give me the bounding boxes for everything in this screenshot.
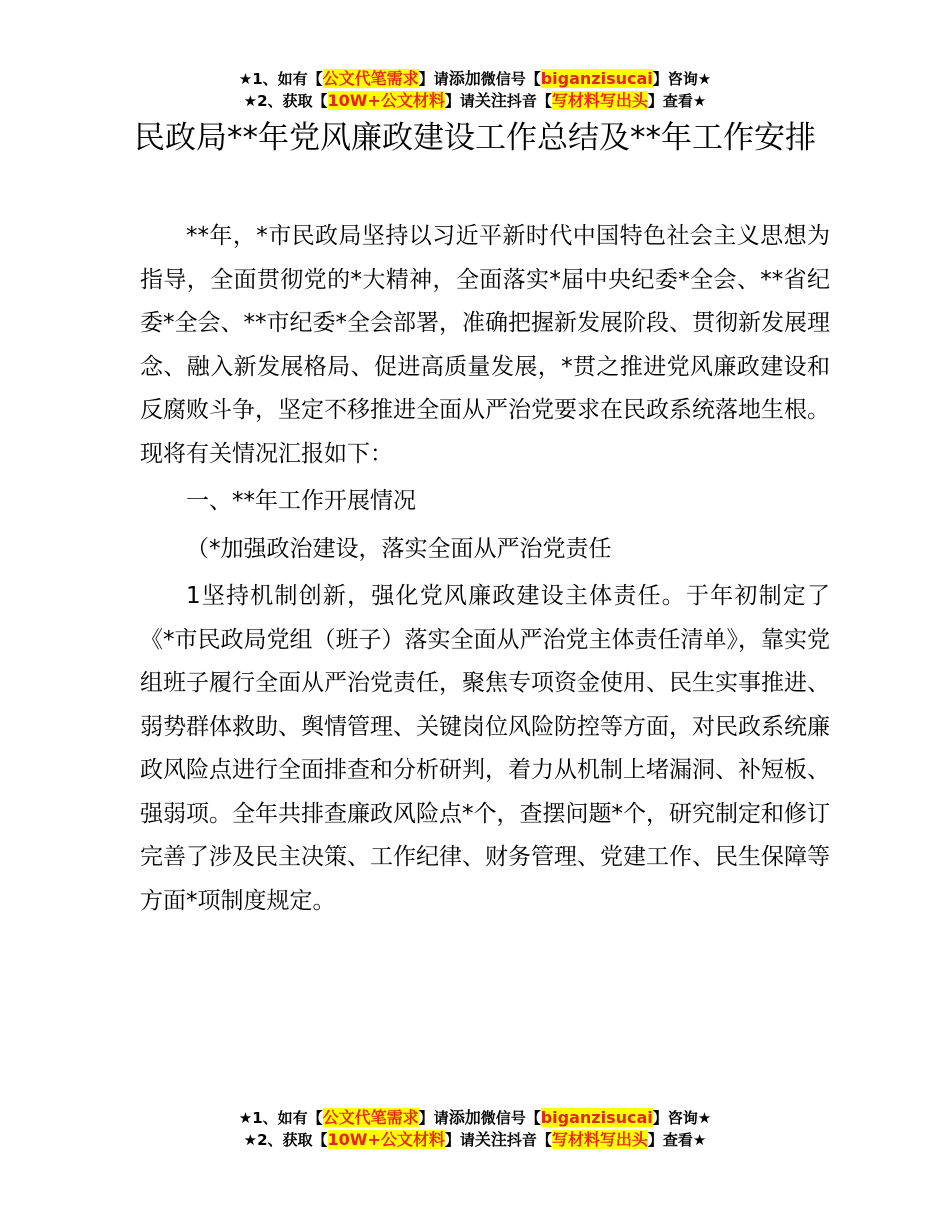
paragraph-item-1: 1坚持机制创新，强化党风廉政建设主体责任。于年初制定了《*市民政局党组（班子）落实全面从严治党主体责任清单》，靠实党组班子履行全面从严治党责任，聚焦专项资金使用、民生实事推进、弱势群体救助、舆情管理、关键岗位风险防控等方面，对民政系统廉政风险点进行全面排查和分析研判，着力从机制上堵漏洞、补短板、强弱项。全年共排查廉政风险点*个，查摆问题*个，研究制定和修订完善了涉及民主决策、工作纪律、财务管理、党建工作、民生保障等方面*项制度规定。: [140, 583, 830, 914]
promo-banner-top: [0, 68, 950, 112]
promo-highlight: 写材料写出头: [551, 1130, 648, 1149]
promo-highlight: biganzisucai: [540, 69, 653, 88]
promo-line-1: [0, 68, 950, 90]
promo-text: ★2、获取【: [243, 1131, 328, 1149]
promo-text: 抖音【: [506, 1131, 552, 1149]
promo-text: 添加: [448, 69, 481, 88]
paragraph-intro: **年，*市民政局坚持以习近平新时代中国特色社会主义思想为指导，全面贯彻党的*大精神，全面落实*届中央纪委*全会、**省纪委*全会、**市纪委*全会部署，准确把握新发展阶段、贯彻新发展理念、融入新发展格局、促进高质量发展，*贯之推进党风廉政建设和反腐败斗争，坚定不移推进全面从严治党要求在民政系统落地生根。现将有关情况汇报如下：: [140, 223, 830, 467]
section-heading: 一、**年工作开展情况: [186, 488, 416, 514]
promo-text: ★1、如有【: [238, 1109, 323, 1127]
promo-text: 关注: [474, 91, 507, 110]
promo-highlight: 10W+公文材料: [327, 1130, 445, 1149]
promo-text: 微信号【: [480, 70, 541, 88]
promo-line-2: [0, 1129, 950, 1151]
promo-highlight: 公文代笔需求: [322, 1108, 419, 1127]
promo-highlight: 写材料写出头: [551, 91, 648, 110]
promo-text: 】请: [418, 1109, 449, 1127]
subsection-heading: （*加强政治建设，落实全面从严治党责任: [186, 535, 612, 562]
promo-line-2: [0, 90, 950, 112]
promo-text: 添加: [448, 1108, 481, 1127]
promo-text: 微信号【: [480, 1109, 541, 1127]
document-title: 民政局**年党风廉政建设工作总结及**年工作安排: [134, 120, 816, 156]
promo-highlight: 公文代笔需求: [322, 69, 419, 88]
promo-text: 抖音【: [506, 92, 552, 110]
promo-text: 】查看★: [647, 92, 707, 110]
promo-highlight: biganzisucai: [540, 1108, 653, 1127]
promo-banner-bottom: [0, 1107, 950, 1151]
promo-text: 】查看★: [647, 1131, 707, 1149]
document-body: [140, 215, 830, 923]
promo-text: ★2、获取【: [243, 92, 328, 110]
promo-text: 】咨询★: [652, 70, 712, 88]
promo-line-1: [0, 1107, 950, 1129]
promo-text: ★1、如有【: [238, 70, 323, 88]
promo-text: 】咨询★: [652, 1109, 712, 1127]
promo-text: 关注: [474, 1130, 507, 1149]
promo-highlight: 10W+公文材料: [327, 91, 445, 110]
promo-text: 】请: [444, 92, 475, 110]
promo-text: 】请: [444, 1131, 475, 1149]
promo-text: 】请: [418, 70, 449, 88]
